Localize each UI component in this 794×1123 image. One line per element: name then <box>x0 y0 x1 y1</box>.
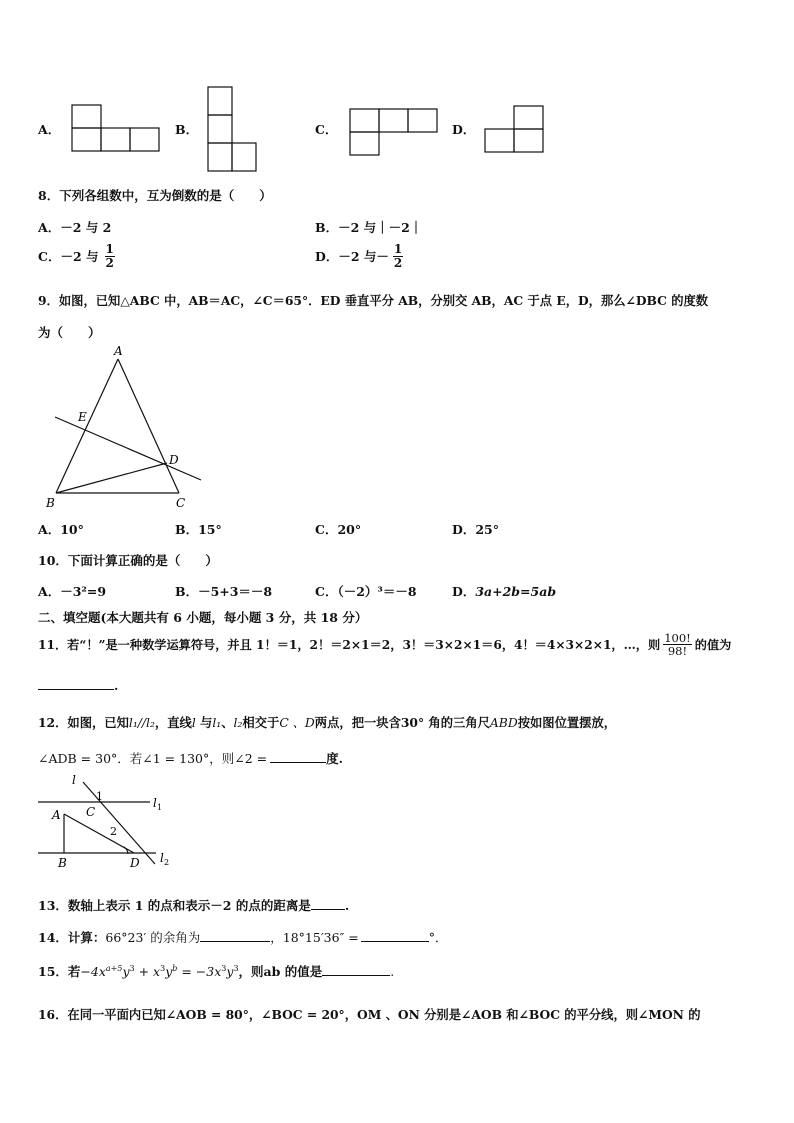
q12-line2-b: 度. <box>326 751 343 766</box>
q15-yb: y <box>165 964 173 979</box>
segment-ac <box>118 359 179 493</box>
q12-answer-blank[interactable] <box>270 752 326 763</box>
q11-tail: 的值为 <box>694 638 732 653</box>
q9-stem-line2: 为（ ） <box>38 325 101 340</box>
q11-line <box>38 632 731 657</box>
q15-term1: −4x <box>80 964 106 979</box>
q7-figure-b <box>206 85 258 175</box>
q15-tail: ，则ab 的值是 <box>238 964 323 979</box>
q12-line2 <box>38 749 343 767</box>
section-fill-in-heading: 二、填空题(本大题共有 6 小题，每小题 3 分，共 18 分） <box>38 610 368 625</box>
q14-answer-blank-2[interactable] <box>361 931 429 942</box>
q12-l1: l₁ <box>212 716 222 730</box>
q12-text-c: 与 <box>195 715 213 730</box>
q13-answer-blank[interactable] <box>311 899 345 910</box>
q15-end: . <box>390 964 395 979</box>
label-b: B <box>58 856 67 870</box>
q15-exp-b: b <box>172 963 178 973</box>
q12-line1 <box>38 713 616 731</box>
q7-option-c: C． <box>315 122 338 137</box>
label-d: D <box>130 856 140 870</box>
q15-exp-a5: a+5 <box>105 963 123 973</box>
q11-fraction <box>663 632 692 657</box>
q8-d-denominator: 2 <box>393 255 403 270</box>
q10-option-d-expression: 3a+2b=5ab <box>475 584 557 599</box>
q8-option-d <box>315 243 405 269</box>
q7-figure-a <box>70 103 162 155</box>
point-b-label: B <box>46 496 55 510</box>
label-l2-subscript: 2 <box>164 858 170 867</box>
label-l2: l <box>160 851 164 865</box>
q11-end: . <box>114 678 119 693</box>
q7-option-b: B． <box>175 122 199 137</box>
label-a: A <box>52 808 61 822</box>
point-a-label: A <box>114 344 123 358</box>
q10-option-a: A．－3²=9 <box>38 584 107 599</box>
q7-figure-c <box>348 107 440 159</box>
q11-numerator: 100! <box>664 631 691 645</box>
q9-triangle-figure <box>36 342 216 514</box>
q11-denominator: 98! <box>667 644 688 659</box>
q9-option-d: D．25° <box>452 522 499 537</box>
q7-figure-d <box>483 104 547 156</box>
q12-l1l2: l₁//l₂ <box>128 716 155 730</box>
q9-option-a: A．10° <box>38 522 84 537</box>
label-angle-1: 1 <box>96 790 103 803</box>
q11-stem: 11．若“！”是一种数学运算符号，并且 1！＝1，2！＝2×1＝2，3！＝3×2×1＝6，4！＝4×3×2×1，…，则 <box>38 638 661 653</box>
label-l1-subscript: 1 <box>157 803 163 812</box>
q10-option-d-label: D． <box>452 584 476 599</box>
q15-eq: = −3x <box>177 964 222 979</box>
q12-cd: C 、D <box>279 716 315 730</box>
q7-option-a: A． <box>38 122 61 137</box>
q11-answer-line <box>38 678 118 693</box>
q8-option-c <box>38 243 117 269</box>
q8-option-d-fraction <box>393 243 403 269</box>
segment-ab <box>56 359 118 493</box>
q8-stem: 8．下列各组数中，互为倒数的是（ ） <box>38 188 272 203</box>
q8-option-c-label: C．－2 与 <box>38 249 99 265</box>
triangle-ad <box>64 814 134 853</box>
q14-answer-blank-1[interactable] <box>200 931 270 942</box>
q8-c-numerator: 1 <box>105 242 114 256</box>
segment-bd <box>56 463 167 493</box>
point-d-label: D <box>169 453 179 467</box>
q15-label: 15．若 <box>38 964 81 979</box>
q12-text-a: 12．如图，已知 <box>38 715 129 730</box>
q10-option-c: C．（－2）³＝－8 <box>315 584 417 599</box>
q10-option-b: B．－5+3＝－8 <box>175 584 273 599</box>
q12-abd: ABD <box>489 716 518 730</box>
q14-part3: °． <box>428 930 448 945</box>
q13-end: . <box>344 898 350 913</box>
q15-answer-blank[interactable] <box>322 965 390 976</box>
point-c-label: C <box>176 496 186 510</box>
q8-option-a: A．－2 与 2 <box>38 220 112 235</box>
q14-part1: 66°23′ 的余角为 <box>105 930 201 945</box>
q12-line2-a: ∠ADB = 30°．若∠1 = 130°，则∠2 = <box>38 751 268 766</box>
q7-option-d: D． <box>452 122 476 137</box>
q8-option-c-fraction <box>105 243 115 269</box>
q9-option-c: C．20° <box>315 522 362 537</box>
q12-parallel-lines-figure <box>36 772 186 870</box>
q15-line <box>38 962 394 980</box>
q16-stem: 16．在同一平面内已知∠AOB = 80°，∠BOC = 20°，OM 、ON 分别是∠AOB 和∠BOC 的平分线，则∠MON 的 <box>38 1007 701 1022</box>
q14-label: 14．计算： <box>38 930 106 945</box>
q12-text-b: ，直线 <box>154 715 192 730</box>
label-angle-2: 2 <box>110 825 117 838</box>
q9-option-b: B．15° <box>175 522 222 537</box>
q12-text-g: 按如图位置摆放， <box>517 715 617 730</box>
q12-text-f: 两点，把一块含30° 角的三角尺 <box>314 715 490 730</box>
q13-stem: 13．数轴上表示 1 的点和表示－2 的点的距离是 <box>38 898 311 913</box>
q15-plus-x: + x <box>134 964 161 979</box>
q8-d-numerator: 1 <box>393 242 403 256</box>
label-l1: l <box>153 796 157 810</box>
q15-y3b: y <box>226 964 234 979</box>
line-l <box>83 782 155 864</box>
q13-line <box>38 896 349 914</box>
q15-exp-y3c: 3 <box>233 963 239 973</box>
q10-option-d <box>452 582 556 600</box>
q8-c-denominator: 2 <box>105 255 114 270</box>
q8-option-b: B．－2 与｜－2｜ <box>315 220 423 235</box>
q15-exp-y3: 3 <box>129 963 135 973</box>
q9-stem-line1: 9．如图，已知△ABC 中，AB＝AC，∠C＝65°．ED 垂直平分 AB，分别交 AB，AC 于点 E，D，那么∠DBC 的度数 <box>38 293 709 308</box>
q15-exp-x3b: 3 <box>221 963 227 973</box>
q14-line <box>38 928 447 946</box>
point-e-label: E <box>78 410 87 424</box>
q12-text-e: 相交于 <box>242 715 280 730</box>
q8-option-d-label: D．－2 与－ <box>315 249 389 265</box>
q15-y: y <box>122 964 130 979</box>
q12-l2: l₂ <box>233 716 243 730</box>
q14-part2: ，18°15′36″ = <box>270 930 359 945</box>
q10-stem: 10．下面计算正确的是（ ） <box>38 553 218 568</box>
label-l: l <box>72 773 76 787</box>
q15-exp-x3: 3 <box>160 963 166 973</box>
q12-text-d: 、 <box>221 715 234 730</box>
q11-answer-blank[interactable] <box>38 679 114 690</box>
q12-l: l <box>191 716 196 730</box>
label-c: C <box>86 805 96 819</box>
